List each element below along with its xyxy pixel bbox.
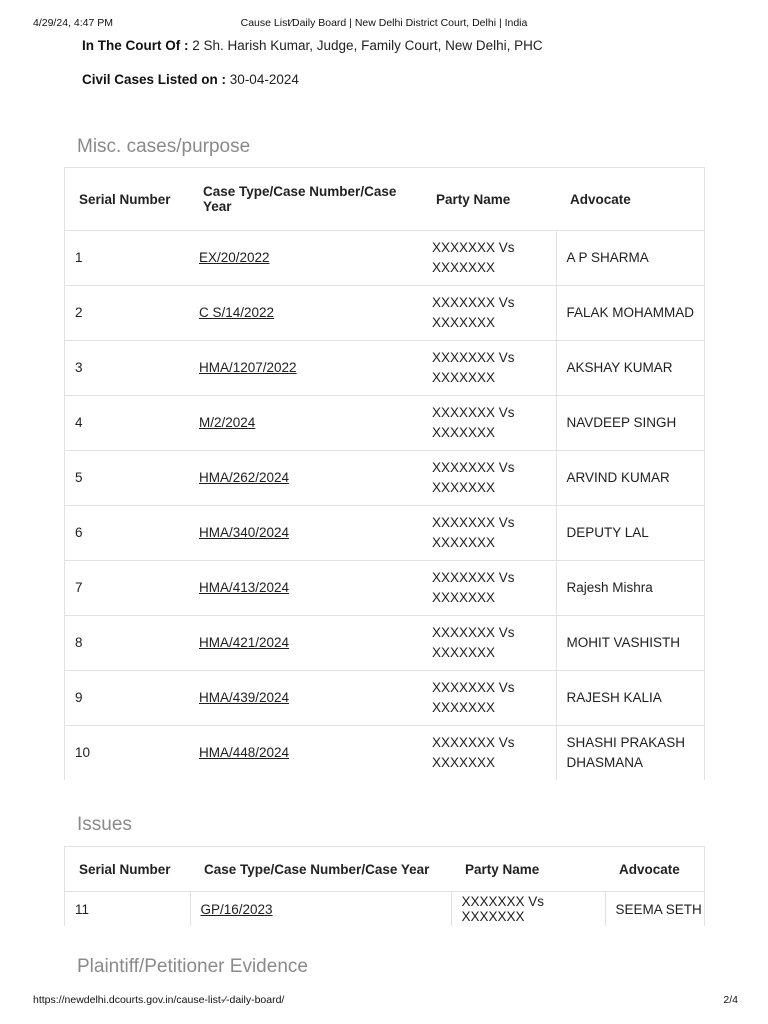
- serial-cell: 8: [65, 616, 190, 671]
- listed-date-info: [82, 72, 299, 87]
- issues-table: [64, 846, 705, 926]
- party-cell: XXXXXXX Vs XXXXXXX: [422, 396, 556, 451]
- advocate-cell: RAJESH KALIA: [556, 671, 705, 726]
- case-link[interactable]: HMA/439/2024: [199, 690, 290, 705]
- column-header-case: Case Type/Case Number/Case Year: [190, 847, 451, 892]
- advocate-cell: A P SHARMA: [556, 231, 705, 286]
- print-page-number: 2/4: [723, 994, 738, 1006]
- party-cell: XXXXXXX Vs XXXXXXX: [422, 341, 556, 396]
- misc-section-title: Misc. cases/purpose: [77, 136, 251, 157]
- table-row: [65, 506, 705, 561]
- case-link[interactable]: HMA/448/2024: [199, 745, 290, 760]
- print-url: https://newdelhi.dcourts.gov.in/cause-list-⁄-daily-board/: [33, 994, 285, 1006]
- advocate-cell: SHASHI PRAKASH DHASMANA: [556, 726, 705, 781]
- party-cell: XXXXXXX Vs XXXXXXX: [422, 561, 556, 616]
- column-header-case: Case Type/Case Number/Case Year: [189, 168, 422, 231]
- serial-cell: 10: [65, 726, 190, 781]
- table-header-row: [65, 168, 705, 231]
- table-row: [65, 892, 705, 927]
- case-cell: [190, 892, 451, 927]
- case-link[interactable]: GP/16/2023: [200, 901, 273, 917]
- listed-date: 30-04-2024: [226, 72, 299, 87]
- advocate-cell: AKSHAY KUMAR: [556, 341, 705, 396]
- case-link[interactable]: HMA/262/2024: [199, 470, 290, 485]
- case-cell: [189, 341, 422, 396]
- party-cell: XXXXXXX Vs XXXXXXX: [422, 671, 556, 726]
- serial-cell: 9: [65, 671, 190, 726]
- table-row: [65, 561, 705, 616]
- column-header-party: Party Name: [422, 168, 556, 231]
- issues-section-title: Issues: [77, 814, 132, 835]
- serial-cell: 4: [65, 396, 190, 451]
- print-page-title: Cause List⁄Daily Board | New Delhi District Court, Delhi | India: [240, 17, 528, 29]
- table-row: [65, 396, 705, 451]
- case-link[interactable]: HMA/421/2024: [199, 635, 290, 650]
- table-row: [65, 231, 705, 286]
- serial-cell: 2: [65, 286, 190, 341]
- table-header-row: [65, 847, 705, 892]
- serial-cell: 5: [65, 451, 190, 506]
- column-header-serial: Serial Number: [65, 847, 191, 892]
- case-link[interactable]: HMA/413/2024: [199, 580, 290, 595]
- case-link[interactable]: HMA/340/2024: [199, 525, 290, 540]
- column-header-serial: Serial Number: [65, 168, 190, 231]
- table-row: [65, 726, 705, 781]
- column-header-party: Party Name: [451, 847, 605, 892]
- advocate-cell: SEEMA SETH: [605, 892, 705, 927]
- court-info: [82, 38, 543, 53]
- serial-cell: 11: [65, 892, 191, 927]
- advocate-cell: MOHIT VASHISTH: [556, 616, 705, 671]
- advocate-cell: FALAK MOHAMMAD: [556, 286, 705, 341]
- court-value: 2 Sh. Harish Kumar, Judge, Family Court, New Delhi, PHC: [188, 38, 543, 53]
- column-header-advocate: Advocate: [605, 847, 705, 892]
- table-row: [65, 286, 705, 341]
- table-row: [65, 451, 705, 506]
- print-footer: [0, 994, 768, 1010]
- party-cell: XXXXXXX Vs XXXXXXX: [422, 286, 556, 341]
- case-cell: [189, 616, 422, 671]
- misc-cases-table: [64, 167, 705, 780]
- case-link[interactable]: HMA/1207/2022: [199, 360, 297, 375]
- serial-cell: 7: [65, 561, 190, 616]
- case-link[interactable]: M/2/2024: [199, 415, 256, 430]
- case-link[interactable]: EX/20/2022: [199, 250, 270, 265]
- print-header: [0, 17, 768, 33]
- party-cell: XXXXXXX Vs XXXXXXX: [422, 231, 556, 286]
- advocate-cell: ARVIND KUMAR: [556, 451, 705, 506]
- table-row: [65, 616, 705, 671]
- serial-cell: 3: [65, 341, 190, 396]
- advocate-cell: Rajesh Mishra: [556, 561, 705, 616]
- case-cell: [189, 286, 422, 341]
- case-cell: [189, 396, 422, 451]
- party-cell: XXXXXXX Vs XXXXXXX: [422, 726, 556, 781]
- court-label: In The Court Of :: [82, 38, 189, 53]
- case-link[interactable]: C S/14/2022: [199, 305, 275, 320]
- advocate-cell: NAVDEEP SINGH: [556, 396, 705, 451]
- party-cell: XXXXXXX Vs XXXXXXX: [451, 892, 605, 927]
- case-cell: [189, 726, 422, 781]
- party-cell: XXXXXXX Vs XXXXXXX: [422, 506, 556, 561]
- serial-cell: 6: [65, 506, 190, 561]
- case-cell: [189, 506, 422, 561]
- case-cell: [189, 671, 422, 726]
- case-cell: [189, 231, 422, 286]
- print-datetime: 4/29/24, 4:47 PM: [33, 17, 113, 29]
- column-header-advocate: Advocate: [556, 168, 705, 231]
- table-row: [65, 671, 705, 726]
- party-cell: XXXXXXX Vs XXXXXXX: [422, 616, 556, 671]
- evidence-section-title: Plaintiff/Petitioner Evidence: [77, 956, 308, 977]
- advocate-cell: DEPUTY LAL: [556, 506, 705, 561]
- case-cell: [189, 561, 422, 616]
- case-cell: [189, 451, 422, 506]
- party-cell: XXXXXXX Vs XXXXXXX: [422, 451, 556, 506]
- serial-cell: 1: [65, 231, 190, 286]
- listed-label: Civil Cases Listed on :: [82, 72, 227, 87]
- table-row: [65, 341, 705, 396]
